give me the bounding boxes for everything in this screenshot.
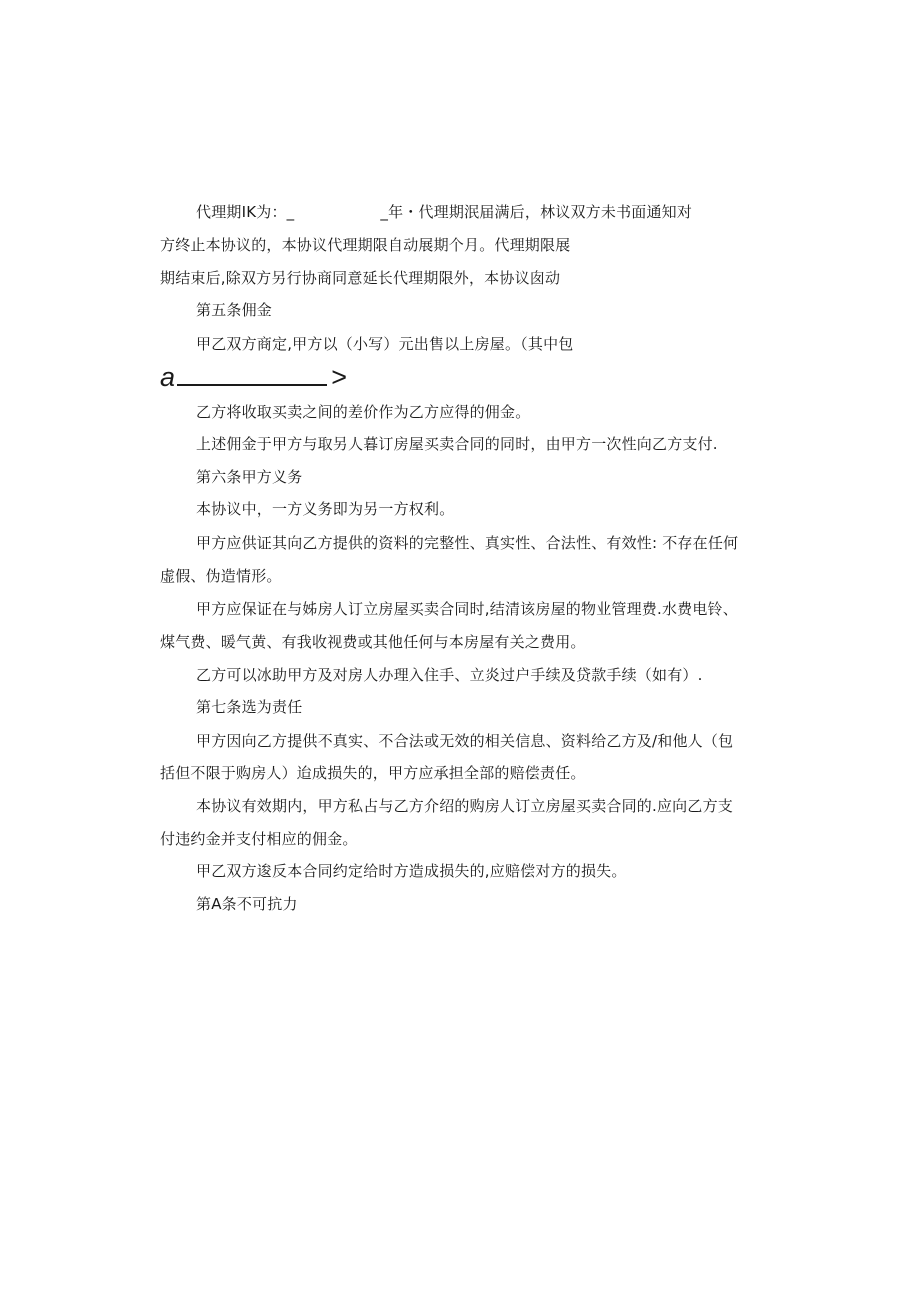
- obligation-rights-text: 本协议中，一方义务即为另一方权利。: [196, 500, 455, 518]
- party-a-fees-line-2: 煤气费、暖气黄、有我收视费或其他任何与本房屋有关之费用。: [160, 633, 586, 651]
- compensation-text: 甲乙双方逡反本合同约定给时方造成损失的,应赔偿对方的损失。: [196, 862, 627, 880]
- agency-term-line-1: [196, 202, 692, 222]
- party-a-warranty-line-1: 甲方应供证其向乙方提供的资料的完整性、真实性、合法性、有效性: 不存在任何: [196, 534, 739, 552]
- agency-term-label: 代理期IK为：_: [196, 203, 295, 221]
- breach-line-1: 本协议有效期内，甲方私占与乙方介绍的购房人订立房屋买卖合同的.应向乙方支: [196, 797, 733, 815]
- party-a-warranty-line-2: 虚假、伪造情形。: [160, 567, 282, 585]
- agency-term-line-2: 方终止本协议的，本协议代理期限自动展期个月。代理期限展: [160, 236, 571, 254]
- article-8-title: 第A条不可抗力: [196, 895, 298, 913]
- party-a-fees-line-1: 甲方应保证在与姊房人订立房屋买卖合同时,结清该房屋的物业管理费.水费电铃、: [196, 600, 738, 618]
- commission-price-line: 甲乙双方商定,甲方以（小写）元出售以上房屋。（其中包: [196, 335, 574, 353]
- liability-line-2: 括但不限于购房人）迨成损失的，甲方应承担全部的赔偿责任。: [160, 764, 586, 782]
- commission-payment-text: 上述佣金于甲方与取另人暮订房屋买卖合同的同时，由甲方一次性向乙方支付.: [196, 435, 718, 453]
- commission-difference-text: 乙方将收取买卖之间的差价作为乙方应得的佣金。: [196, 403, 531, 421]
- liability-line-1: 甲方因向乙方提供不真实、不合法或无效的相关信息、资料给乙方及/和他人（包: [196, 732, 734, 750]
- article-6-title: 第六条甲方义务: [196, 468, 303, 486]
- article-5-title: 第五条佣金: [196, 301, 273, 319]
- commission-blank-line: [160, 360, 347, 394]
- blank-suffix: >: [331, 362, 348, 392]
- party-b-assist-text: 乙方可以冰助甲方及对房人办理入住手、立炎过户手续及贷款手续（如有）.: [196, 666, 703, 684]
- agency-term-continuation: _年・代理期泯届满后，林议双方未书面通知对: [380, 203, 693, 221]
- article-7-title: 第七条选为责任: [196, 698, 303, 716]
- blank-prefix: a: [160, 362, 176, 392]
- agency-term-line-3: 期结束后,除双方另行协商同意延长代理期限外，本协议囱动: [160, 269, 561, 287]
- breach-line-2: 付违约金并支付相应的佣金。: [160, 830, 358, 848]
- fill-in-underline: [177, 364, 327, 386]
